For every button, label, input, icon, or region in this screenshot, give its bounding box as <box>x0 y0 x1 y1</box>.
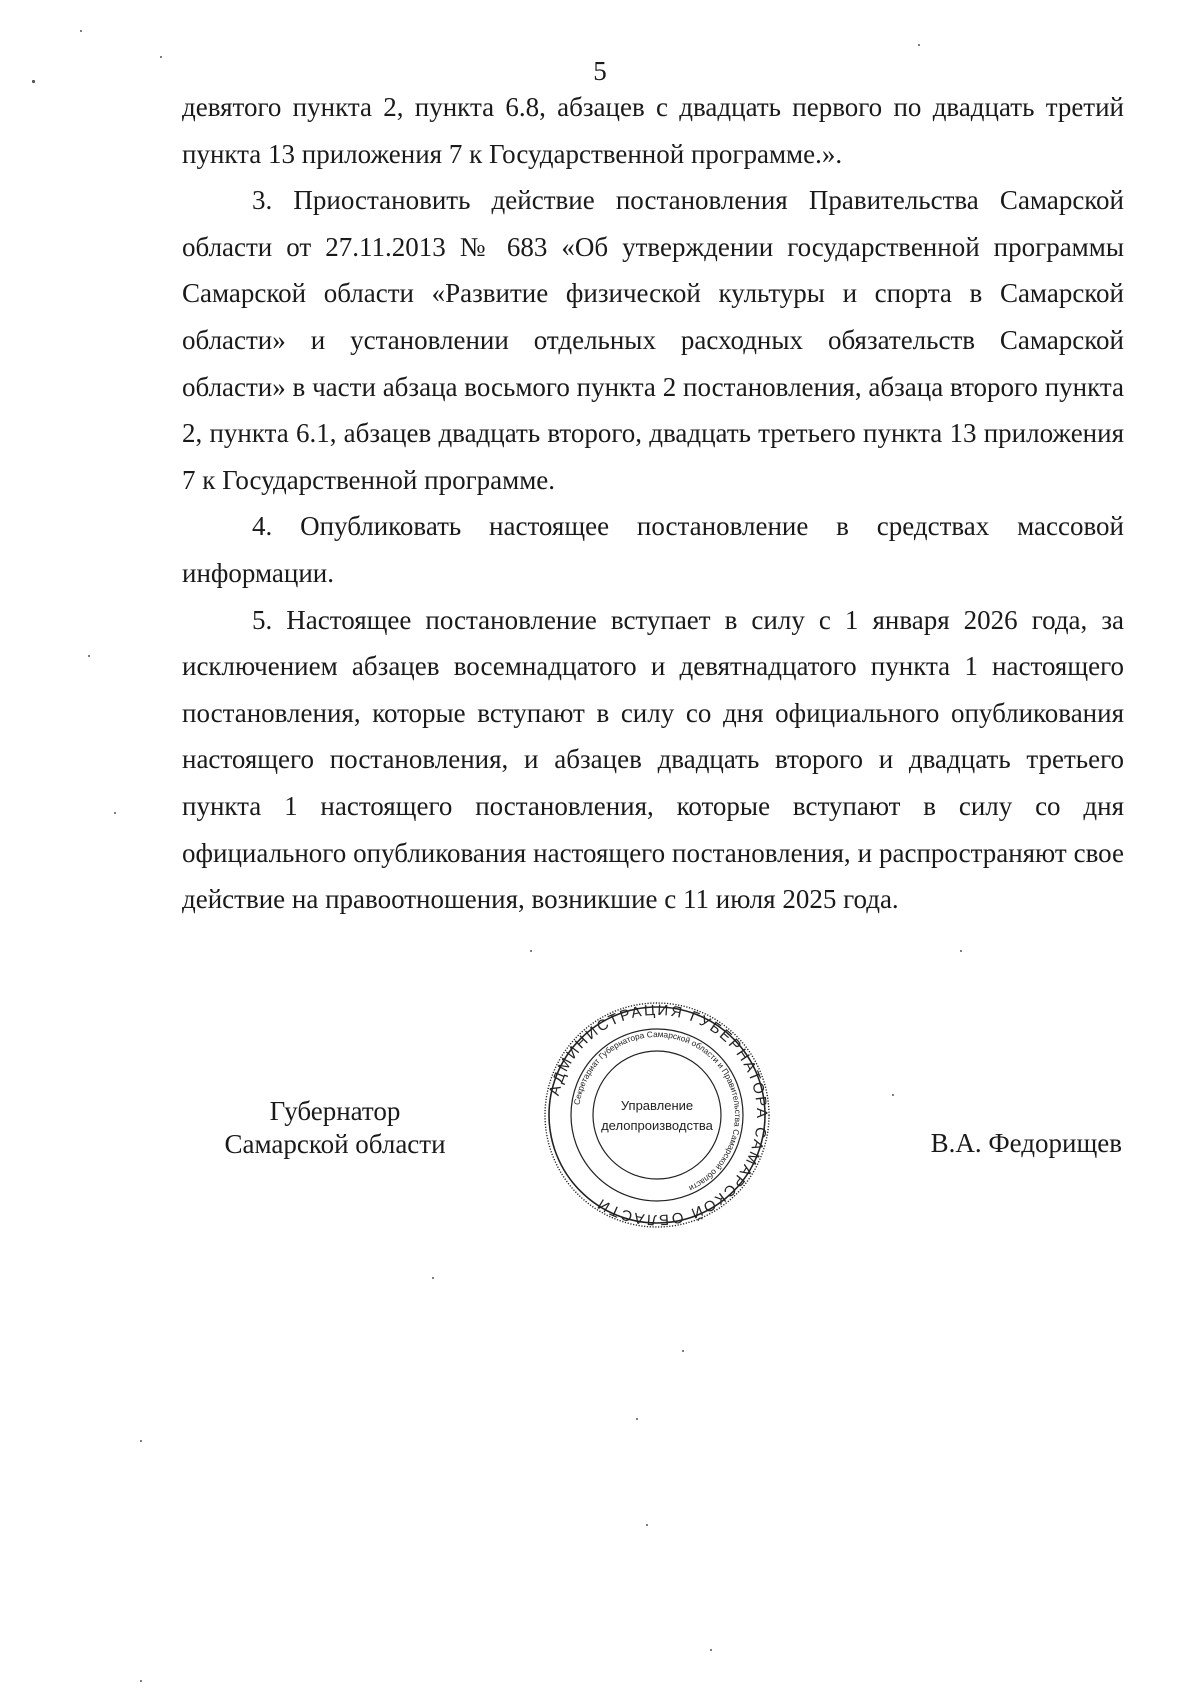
stamp-center-line-2: делопроизводства <box>601 1118 713 1133</box>
scan-speck <box>646 1524 648 1526</box>
scan-speck <box>80 30 82 32</box>
stamp-center-line-1: Управление <box>620 1098 694 1113</box>
paragraph-item-3: 3. Приостановить действие постановления Правительства Самарской области от 27.11.2013 № 683 «Об утверждении государственной программы Самарской области «Развитие физической культуры и спорта в Самарской области» и установлении отдельных расходных обязательств Самарской области» в части абзаца восьмого пункта 2 постановления, абзаца второго пункта 2, пункта 6.1, абзацев двадцать второго, двадцать третьего пункта 13 приложения 7 к Государственной программе. <box>182 185 1124 495</box>
page-number: 5 <box>593 56 607 86</box>
scan-speck <box>88 655 90 657</box>
scan-speck <box>530 950 532 952</box>
signatory-title <box>190 1095 480 1161</box>
scan-speck <box>892 1094 894 1096</box>
scan-speck <box>918 44 920 46</box>
paragraph-item-5: 5. Настоящее постановление вступает в силу с 1 января 2026 года, за исключением абзацев восемнадцатого и девятнадцатого пункта 1 настоящего постановления, которые вступают в силу со дня официального опубликования настоящего постановления, и абзацев двадцать второго и двадцать третьего пункта 1 настоящего постановления, которые вступают в силу со дня официального опубликования настоящего постановления, и распространяют свое действие на правоотношения, возникшие с 11 июля 2025 года. <box>182 604 1124 915</box>
paragraph-continuation: девятого пункта 2, пункта 6.8, абзацев с двадцать первого по двадцать третий пункта 13 приложения 7 к Государственной программе.». <box>182 92 1124 169</box>
scan-speck <box>432 1277 434 1279</box>
scan-speck <box>140 1440 142 1442</box>
scan-speck <box>160 56 162 58</box>
scan-speck <box>682 1350 684 1352</box>
paragraph-item-4: 4. Опубликовать настоящее постановление в средствах массовой информации. <box>182 511 1124 588</box>
scan-speck <box>140 1680 142 1682</box>
scan-speck <box>960 950 962 952</box>
scan-speck <box>114 812 116 814</box>
signatory-name: В.А. Федорищев <box>930 1128 1122 1158</box>
scan-speck <box>32 80 35 83</box>
document-body <box>182 84 1124 923</box>
signatory-title-line-1: Губернатор <box>269 1096 401 1126</box>
stamp-inner-text: Секретариат Губернатора Самарской области и Правительства Самарской области <box>571 1028 744 1194</box>
signatory-title-line-2: Самарской области <box>224 1129 446 1159</box>
official-stamp <box>542 1000 772 1230</box>
scan-speck <box>710 1649 712 1651</box>
scan-speck <box>636 1418 638 1420</box>
stamp-graphic <box>542 1000 772 1230</box>
stamp-outer-text: АДМИНИСТРАЦИЯ ГУБЕРНАТОРА САМАРСКОЙ ОБЛАСТИ <box>545 1001 771 1229</box>
